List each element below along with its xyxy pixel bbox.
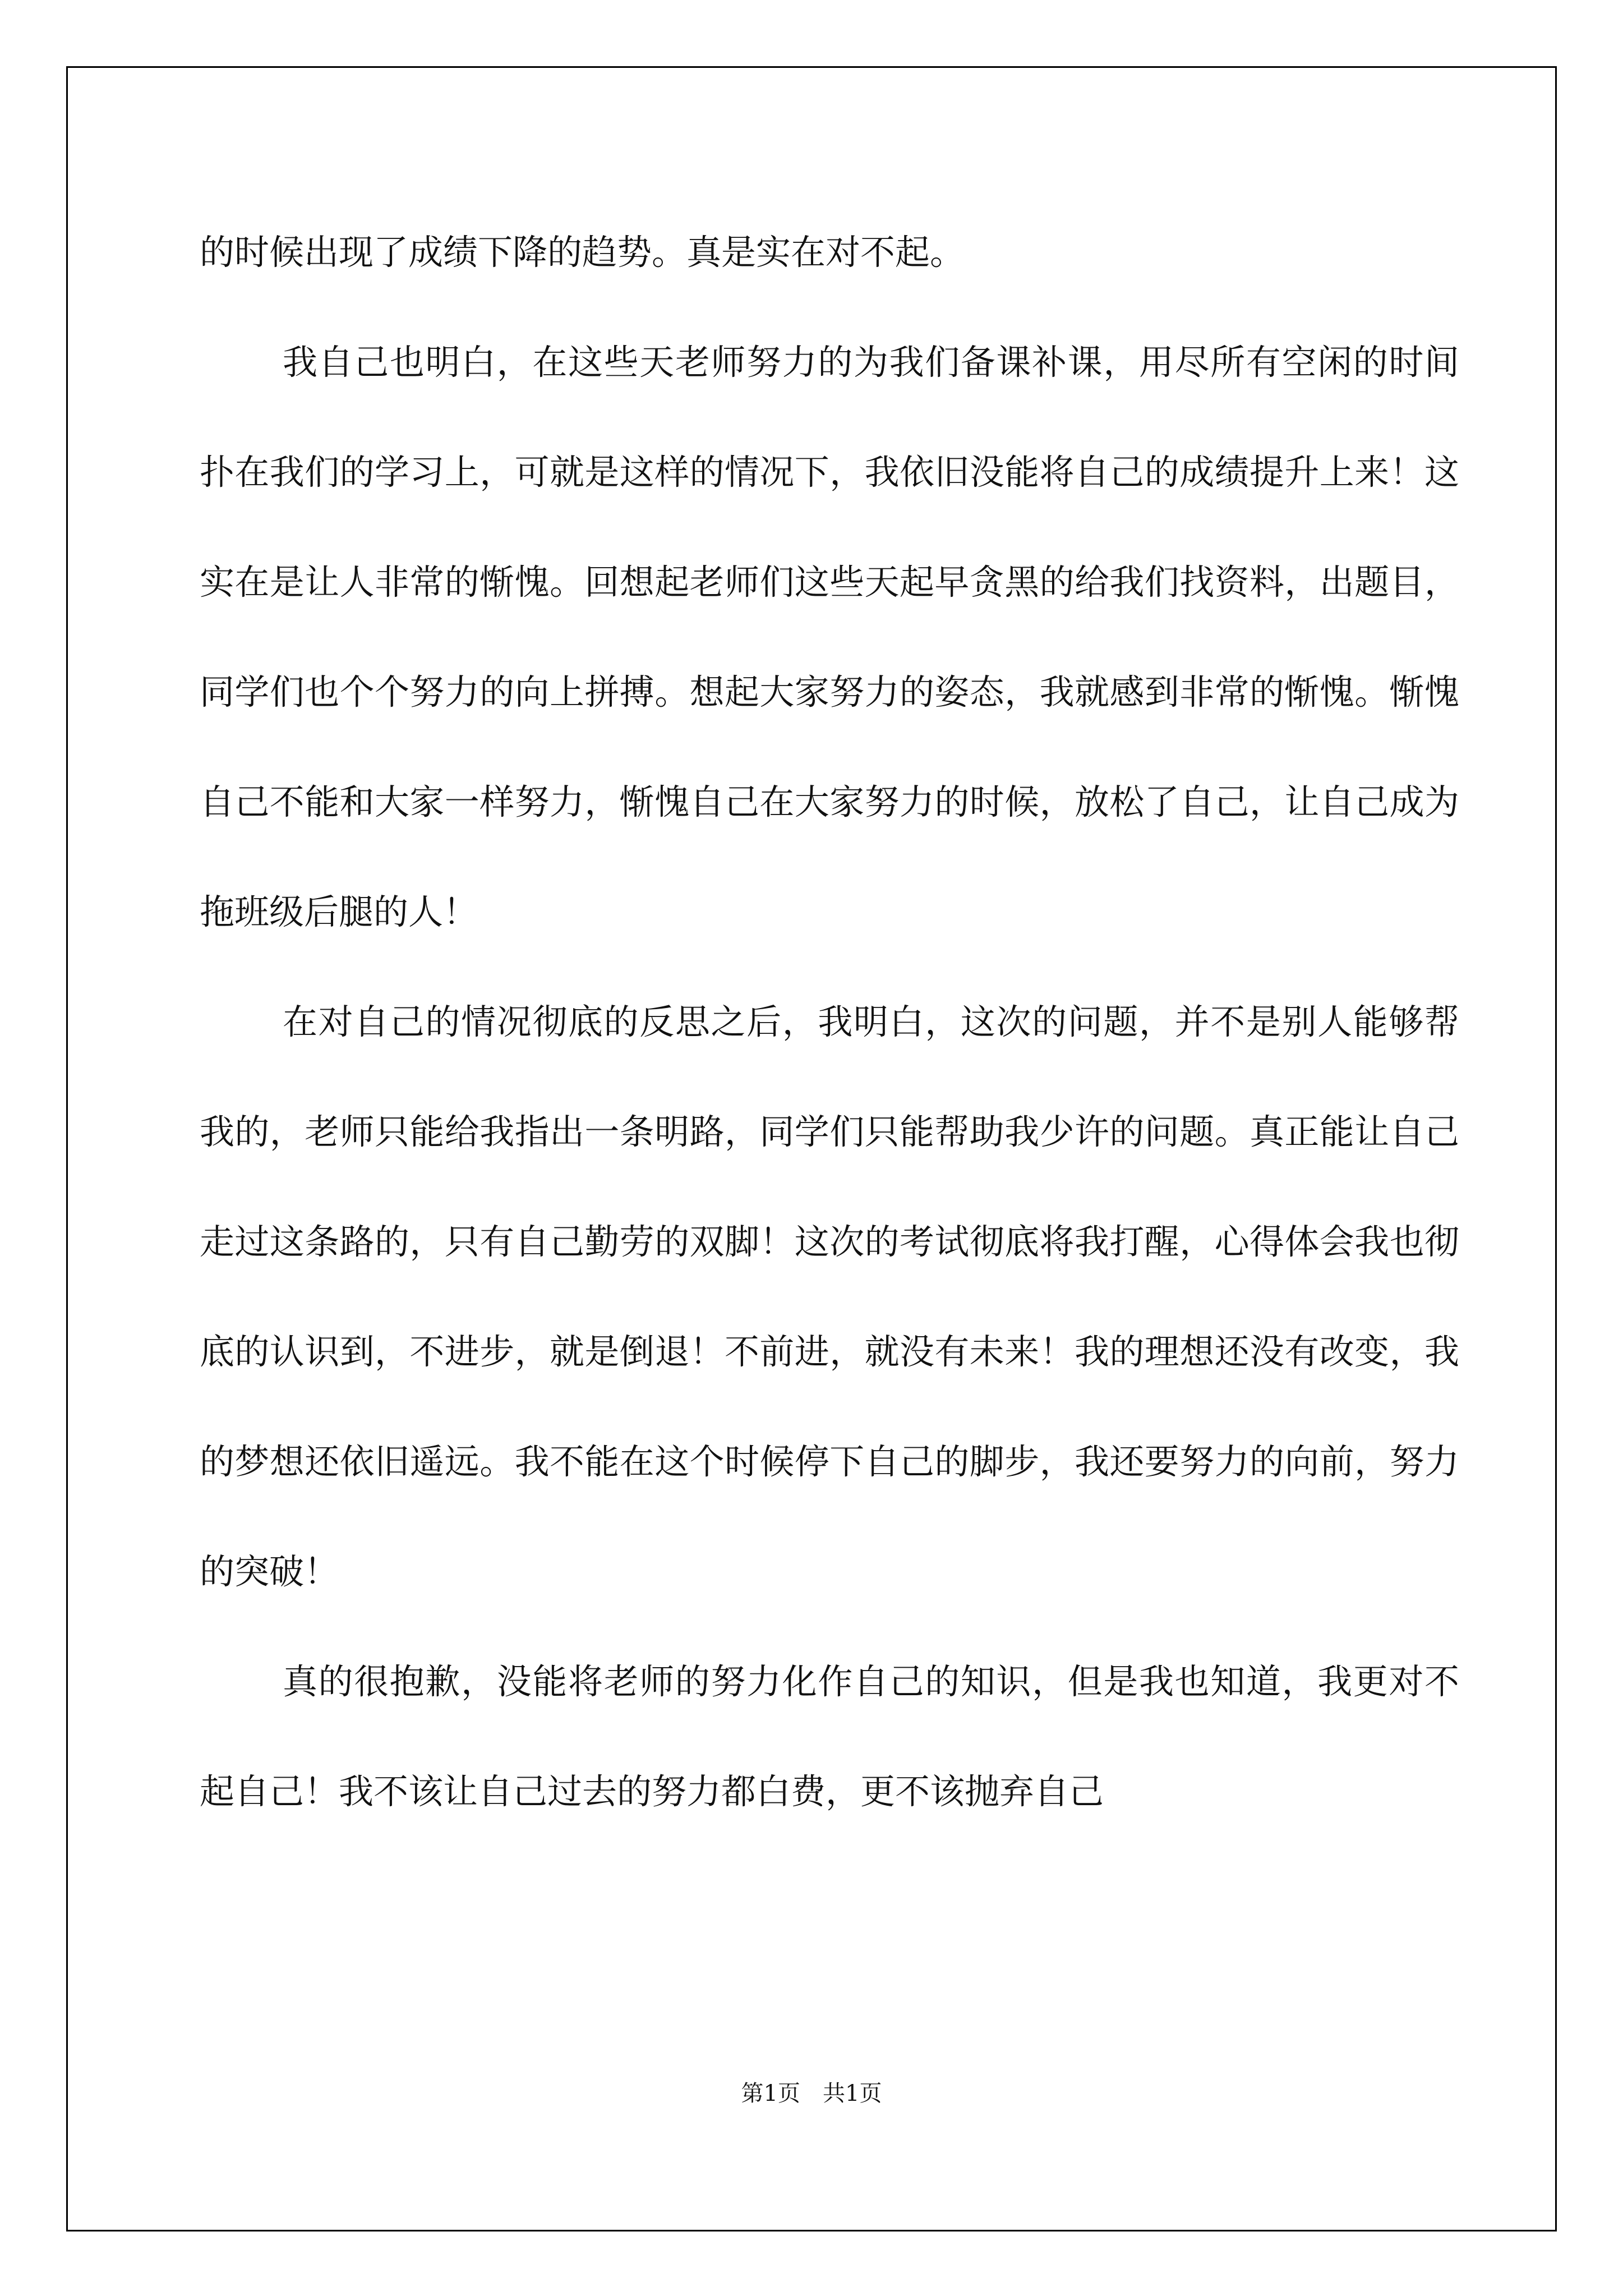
document-body: [200, 197, 1459, 1847]
paragraph-3: 在对自己的情况彻底的反思之后，我明白，这次的问题，并不是别人能够帮我的，老师只能给我指出一条明路，同学们只能帮助我少许的问题。真正能让自己走过这条路的，只有自己勤劳的双脚！这次的考试彻底将我打醒，心得体会我也彻底的认识到，不进步，就是倒退！不前进，就没有未来！我的理想还没有改变，我的梦想还依旧遥远。我不能在这个时候停下自己的脚步，我还要努力的向前，努力的突破！: [200, 1001, 1459, 1592]
paragraph-2: 我自己也明白，在这些天老师努力的为我们备课补课，用尽所有空闲的时间扑在我们的学习上，可就是这样的情况下，我依旧没能将自己的成绩提升上来！这实在是让人非常的惭愧。回想起老师们这些天起早贪黑的给我们找资料，出题目，同学们也个个努力的向上拼搏。想起大家努力的姿态，我就感到非常的惭愧。惭愧自己不能和大家一样努力，惭愧自己在大家努力的时候，放松了自己，让自己成为拖班级后腿的人！: [200, 342, 1459, 932]
page-footer: 第1页 共1页: [741, 2081, 882, 2106]
paragraph-4: 真的很抱歉，没能将老师的努力化作自己的知识，但是我也知道，我更对不起自己！我不该让自己过去的努力都白费，更不该抛弃自己: [200, 1661, 1459, 1812]
paragraph-1: 的时候出现了成绩下降的趋势。真是实在对不起。: [200, 232, 965, 273]
